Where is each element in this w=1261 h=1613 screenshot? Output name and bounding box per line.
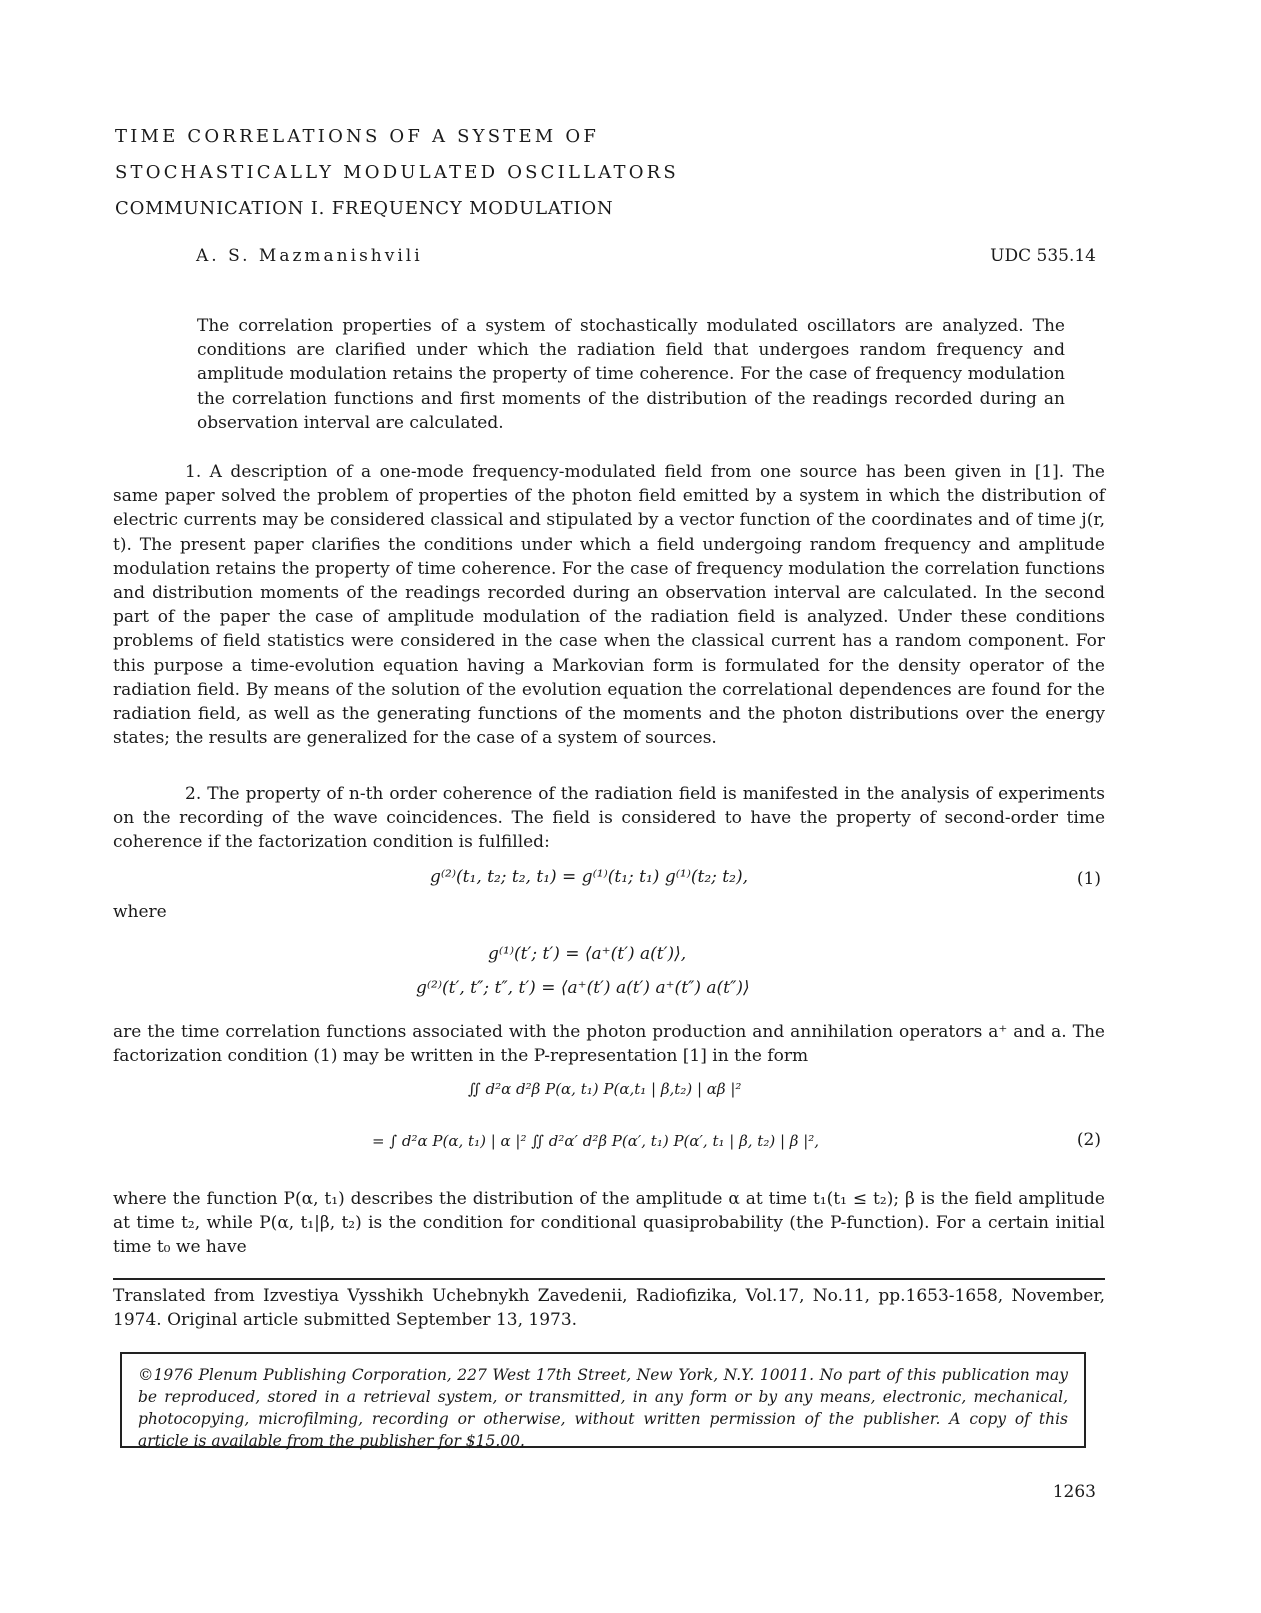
where-word: where — [113, 902, 167, 922]
equation-2-number: (2) — [1076, 1130, 1101, 1150]
author: A. S. Mazmanishvili — [196, 246, 423, 266]
section-1-paragraph: 1. A description of a one-mode frequency-modulated field from one source has been given in [1]. The same paper solved the problem of properties of the photon field emitted by a system in which the distribution of electric currents may be considered classical and stipulated by a vector function of the coordinates and of time j(r, t). The present paper clarifies the conditions under which a field undergoing random frequency and amplitude modulation retains the property of time coherence. For the case of frequency modulation the correlation functions and distribution moments of the readings recorded during an observation interval are calculated. In the second part of the paper the case of amplitude modulation of the radiation field is analyzed. Under these conditions problems of field statistics were considered in the case when the classical current has a random component. For this purpose a time-evolution equation having a Markovian form is formulated for the density operator of the radiation field. By means of the solution of the evolution equation the correlational dependences are found for the radiation field, as well as the generating functions of the moments and the photon distributions over the energy states; the results are generalized for the case of a system of sources. — [113, 462, 1105, 749]
footnote-divider — [113, 1278, 1105, 1280]
copyright-notice: ©1976 Plenum Publishing Corporation, 227 West 17th Street, New York, N.Y. 10011. No part of this publication may be reproduced, stored in a retrieval system, or transmitted, in any form or by any means, electronic, mechanical, photocopying, microfilming, recording or otherwise, without written permission of the publisher. A copy of this article is available from the publisher for $15.00. — [138, 1366, 1068, 1450]
equation-2-line-2: = ∫ d²α P(α, t₁) | α |² ∬ d²α′ d²β P(α′, t₁) P(α′, t₁ | β, t₂) | β |², — [372, 1132, 820, 1150]
definition-g1: g⁽¹⁾(t′; t′) = ⟨a⁺(t′) a(t′)⟩, — [488, 944, 687, 964]
copyright-box — [120, 1352, 1086, 1448]
title-line-2: STOCHASTICALLY MODULATED OSCILLATORS — [115, 162, 679, 183]
translation-footnote: Translated from Izvestiya Vysshikh Uchebnykh Zavedenii, Radiofizika, Vol.17, No.11, pp.1653-1658, November, 1974. Original article submitted September 13, 1973. — [113, 1286, 1105, 1330]
equation-2-line-1: ∬ d²α d²β P(α, t₁) P(α,t₁ | β,t₂) | αβ |² — [468, 1080, 742, 1098]
paragraph-correlation-functions: are the time correlation functions associated with the photon production and annihilation operators a⁺ and a. The factorization condition (1) may be written in the P-representation [1] in the form — [113, 1022, 1105, 1067]
equation-1-number: (1) — [1076, 869, 1101, 889]
page-number: 1263 — [1052, 1482, 1096, 1502]
udc-code: UDC 535.14 — [990, 246, 1096, 266]
paragraph-p-function: where the function P(α, t₁) describes the distribution of the amplitude α at time t₁(t₁ ≤ t₂); β is the field amplitude at time t₂, while P(α, t₁|β, t₂) is the condition for conditional quasiprobability (the P-function). For a certain initial time t₀ we have — [113, 1189, 1105, 1258]
section-2-paragraph: 2. The property of n-th order coherence of the radiation field is manifested in the analysis of experiments on the recording of the wave coincidences. The field is considered to have the property of second-order time coherence if the factorization condition is fulfilled: — [113, 784, 1105, 853]
title-line-3: COMMUNICATION I. FREQUENCY MODULATION — [115, 198, 614, 219]
equation-1: g⁽²⁾(t₁, t₂; t₂, t₁) = g⁽¹⁾(t₁; t₁) g⁽¹⁾(t₂; t₂), — [430, 867, 748, 887]
abstract: The correlation properties of a system of stochastically modulated oscillators are analyzed. The conditions are clarified under which the radiation field that undergoes random frequency and amplitude modulation retains the property of time coherence. For the case of frequency modulation the correlation functions and first moments of the distribution of the readings recorded during an observation interval are calculated. — [197, 316, 1065, 433]
definition-g2: g⁽²⁾(t′, t″; t″, t′) = ⟨a⁺(t′) a(t′) a⁺(t″) a(t″)⟩ — [416, 978, 750, 998]
title-line-1: TIME CORRELATIONS OF A SYSTEM OF — [115, 126, 600, 147]
